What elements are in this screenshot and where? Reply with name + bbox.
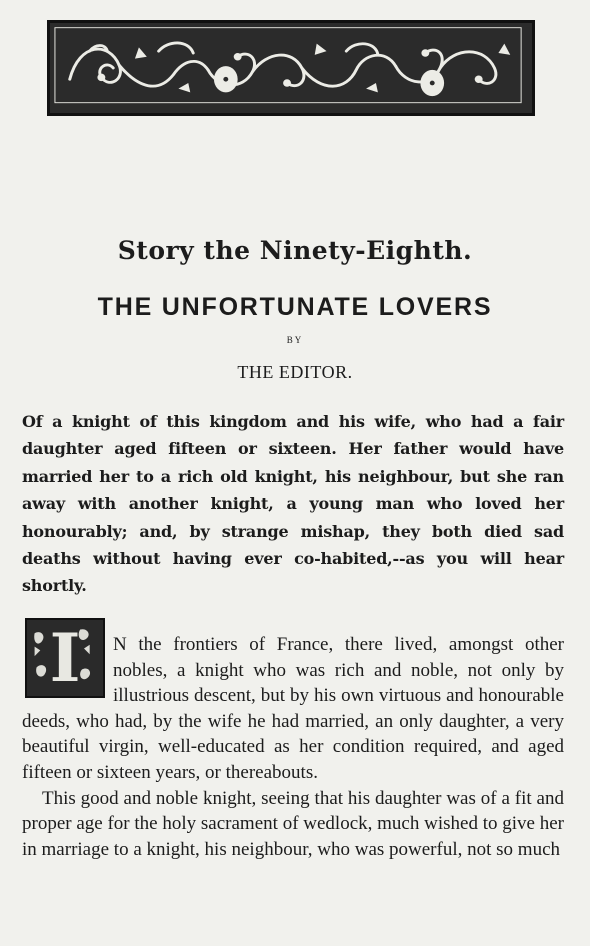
story-body	[22, 619, 564, 862]
drop-cap-letter: I	[49, 619, 81, 697]
byline-label: BY	[286, 335, 304, 345]
paragraph-1	[22, 619, 564, 786]
paragraph-1-text: N the frontiers of France, there lived, amongst other nobles, a knight who was rich and noble, not only by illustrious descent, but by his own virtuous and honourable deeds, who had, by the wife he had married, an only daughter, a very beautiful virgin, well-educated as her condition required, and aged fifteen or sixteen years, or thereabouts.	[22, 634, 564, 783]
chapter-title: THE UNFORTUNATE LOVERS	[97, 293, 493, 321]
story-heading: Story the Ninety-Eighth.	[117, 236, 473, 265]
author-name: THE EDITOR.	[237, 362, 353, 382]
floral-scroll-icon	[50, 23, 532, 113]
ornamental-banner	[47, 20, 535, 116]
story-summary: Of a knight of this kingdom and his wife, who had a fair daughter aged fifteen or sixteen. Her father would have married her to a rich old knight, his neighbour, but she ran away with another knight, a young man who loved her honourably; and, by strange mishap, they both died sad deaths without having ever co-habited,--as you will hear shortly.	[22, 412, 564, 596]
paragraph-2: This good and noble knight, seeing that his daughter was of a fit and proper age for the holy sacrament of wedlock, much wished to give her in marriage to a knight, his neighbour, who was powerful, not so much	[22, 787, 564, 860]
drop-cap	[22, 618, 107, 700]
